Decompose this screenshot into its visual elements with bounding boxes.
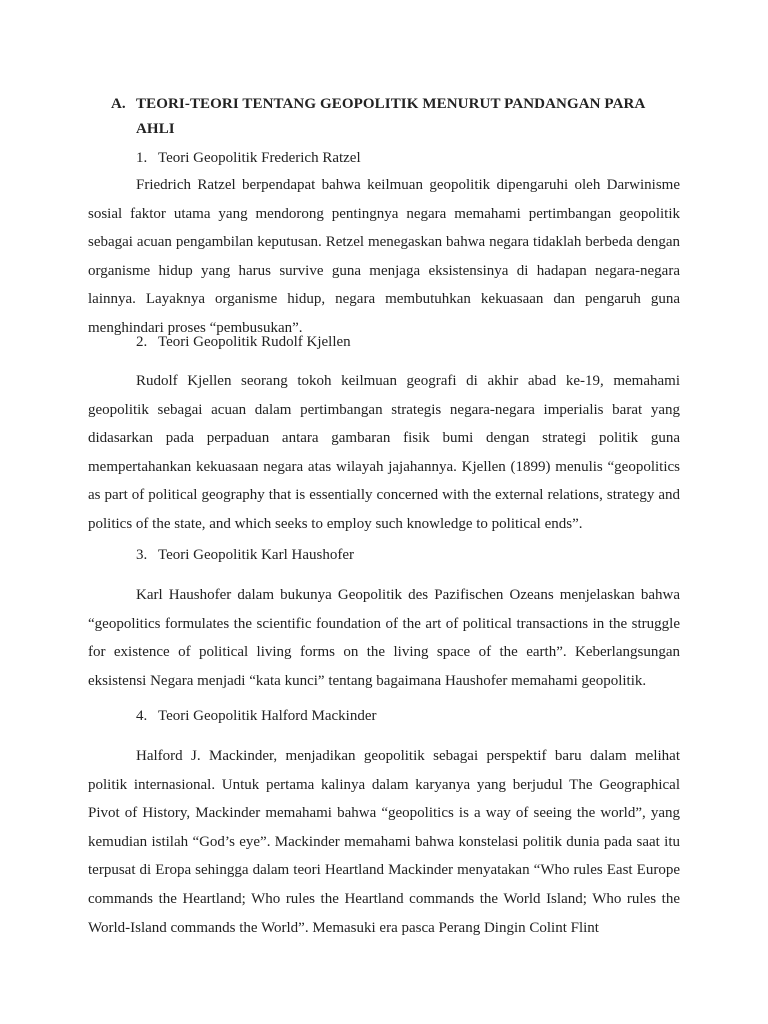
heading-letter: A. <box>111 96 126 112</box>
heading-text: TEORI-TEORI TENTANG GEOPOLITIK MENURUT PANDANGAN PARA AHLI <box>136 96 645 137</box>
subheading-title: Teori Geopolitik Karl Haushofer <box>158 547 354 563</box>
subheading-title: Teori Geopolitik Halford Mackinder <box>158 708 377 724</box>
subheading-number: 3. <box>136 547 148 563</box>
paragraph-mackinder: Halford J. Mackinder, menjadikan geopolitik sebagai perspektif baru dalam melihat politik internasional. Untuk pertama kalinya dalam karyanya yang berjudul The Geographical Pivot of History, Mackinder memahami bahwa “geopolitics is a way of seeing the world”, yang kemudian istilah “God’s eye”. Mackinder memahami bahwa konstelasi politik dunia pada saat itu terpusat di Eropa sehingga dalam teori Heartland Mackinder menyatakan “Who rules East Europe commands the Heartland; Who rules the Heartland commands the World Island; Who rules the World-Island commands the World”. Memasuki era pasca Perang Dingin Colint Flint <box>88 748 680 936</box>
paragraph-haushofer: Karl Haushofer dalam bukunya Geopolitik des Pazifischen Ozeans menjelaskan bahwa “geopolitics formulates the scientific foundation of the art of political transactions in the struggle for existence of political living forms on the living space of the earth”. Keberlangsungan eksistensi Negara menjadi “kata kunci” tentang bagaimana Haushofer memahami geopolitik. <box>88 587 680 689</box>
subheading-number: 1. <box>136 150 148 166</box>
paragraph-ratzel: Friedrich Ratzel berpendapat bahwa keilmuan geopolitik dipengaruhi oleh Darwinisme sosial faktor utama yang mendorong pentingnya negara memahami pertimbangan geopolitik sebagai acuan pengambilan keputusan. Retzel menegaskan bahwa negara tidaklah berbeda dengan organisme hidup yang harus survive guna menjaga eksistensinya di hadapan negara-negara lainnya. Layaknya organisme hidup, negara membutuhkan kekuasaan dan pengaruh guna menghindari proses “pembusukan”. <box>88 177 680 336</box>
section-heading <box>111 92 681 142</box>
subheading-number: 4. <box>136 708 148 724</box>
subheading-kjellen <box>136 330 351 355</box>
subheading-title: Teori Geopolitik Frederich Ratzel <box>158 150 361 166</box>
subheading-ratzel <box>136 146 361 171</box>
subheading-title: Teori Geopolitik Rudolf Kjellen <box>158 334 351 350</box>
subheading-haushofer <box>136 543 354 568</box>
paragraph-kjellen: Rudolf Kjellen seorang tokoh keilmuan geografi di akhir abad ke-19, memahami geopolitik sebagai acuan dalam pertimbangan strategis negara-negara imperialis barat yang didasarkan pada perpaduan antara gambaran fisik bumi dengan strategi politik guna mempertahankan kekuasaan negara atas wilayah jajahannya. Kjellen (1899) menulis “geopolitics as part of political geography that is essentially concerned with the external relations, strategy and politics of the state, and which seeks to employ such knowledge to political ends”. <box>88 373 680 532</box>
subheading-number: 2. <box>136 334 148 350</box>
subheading-mackinder <box>136 704 376 729</box>
